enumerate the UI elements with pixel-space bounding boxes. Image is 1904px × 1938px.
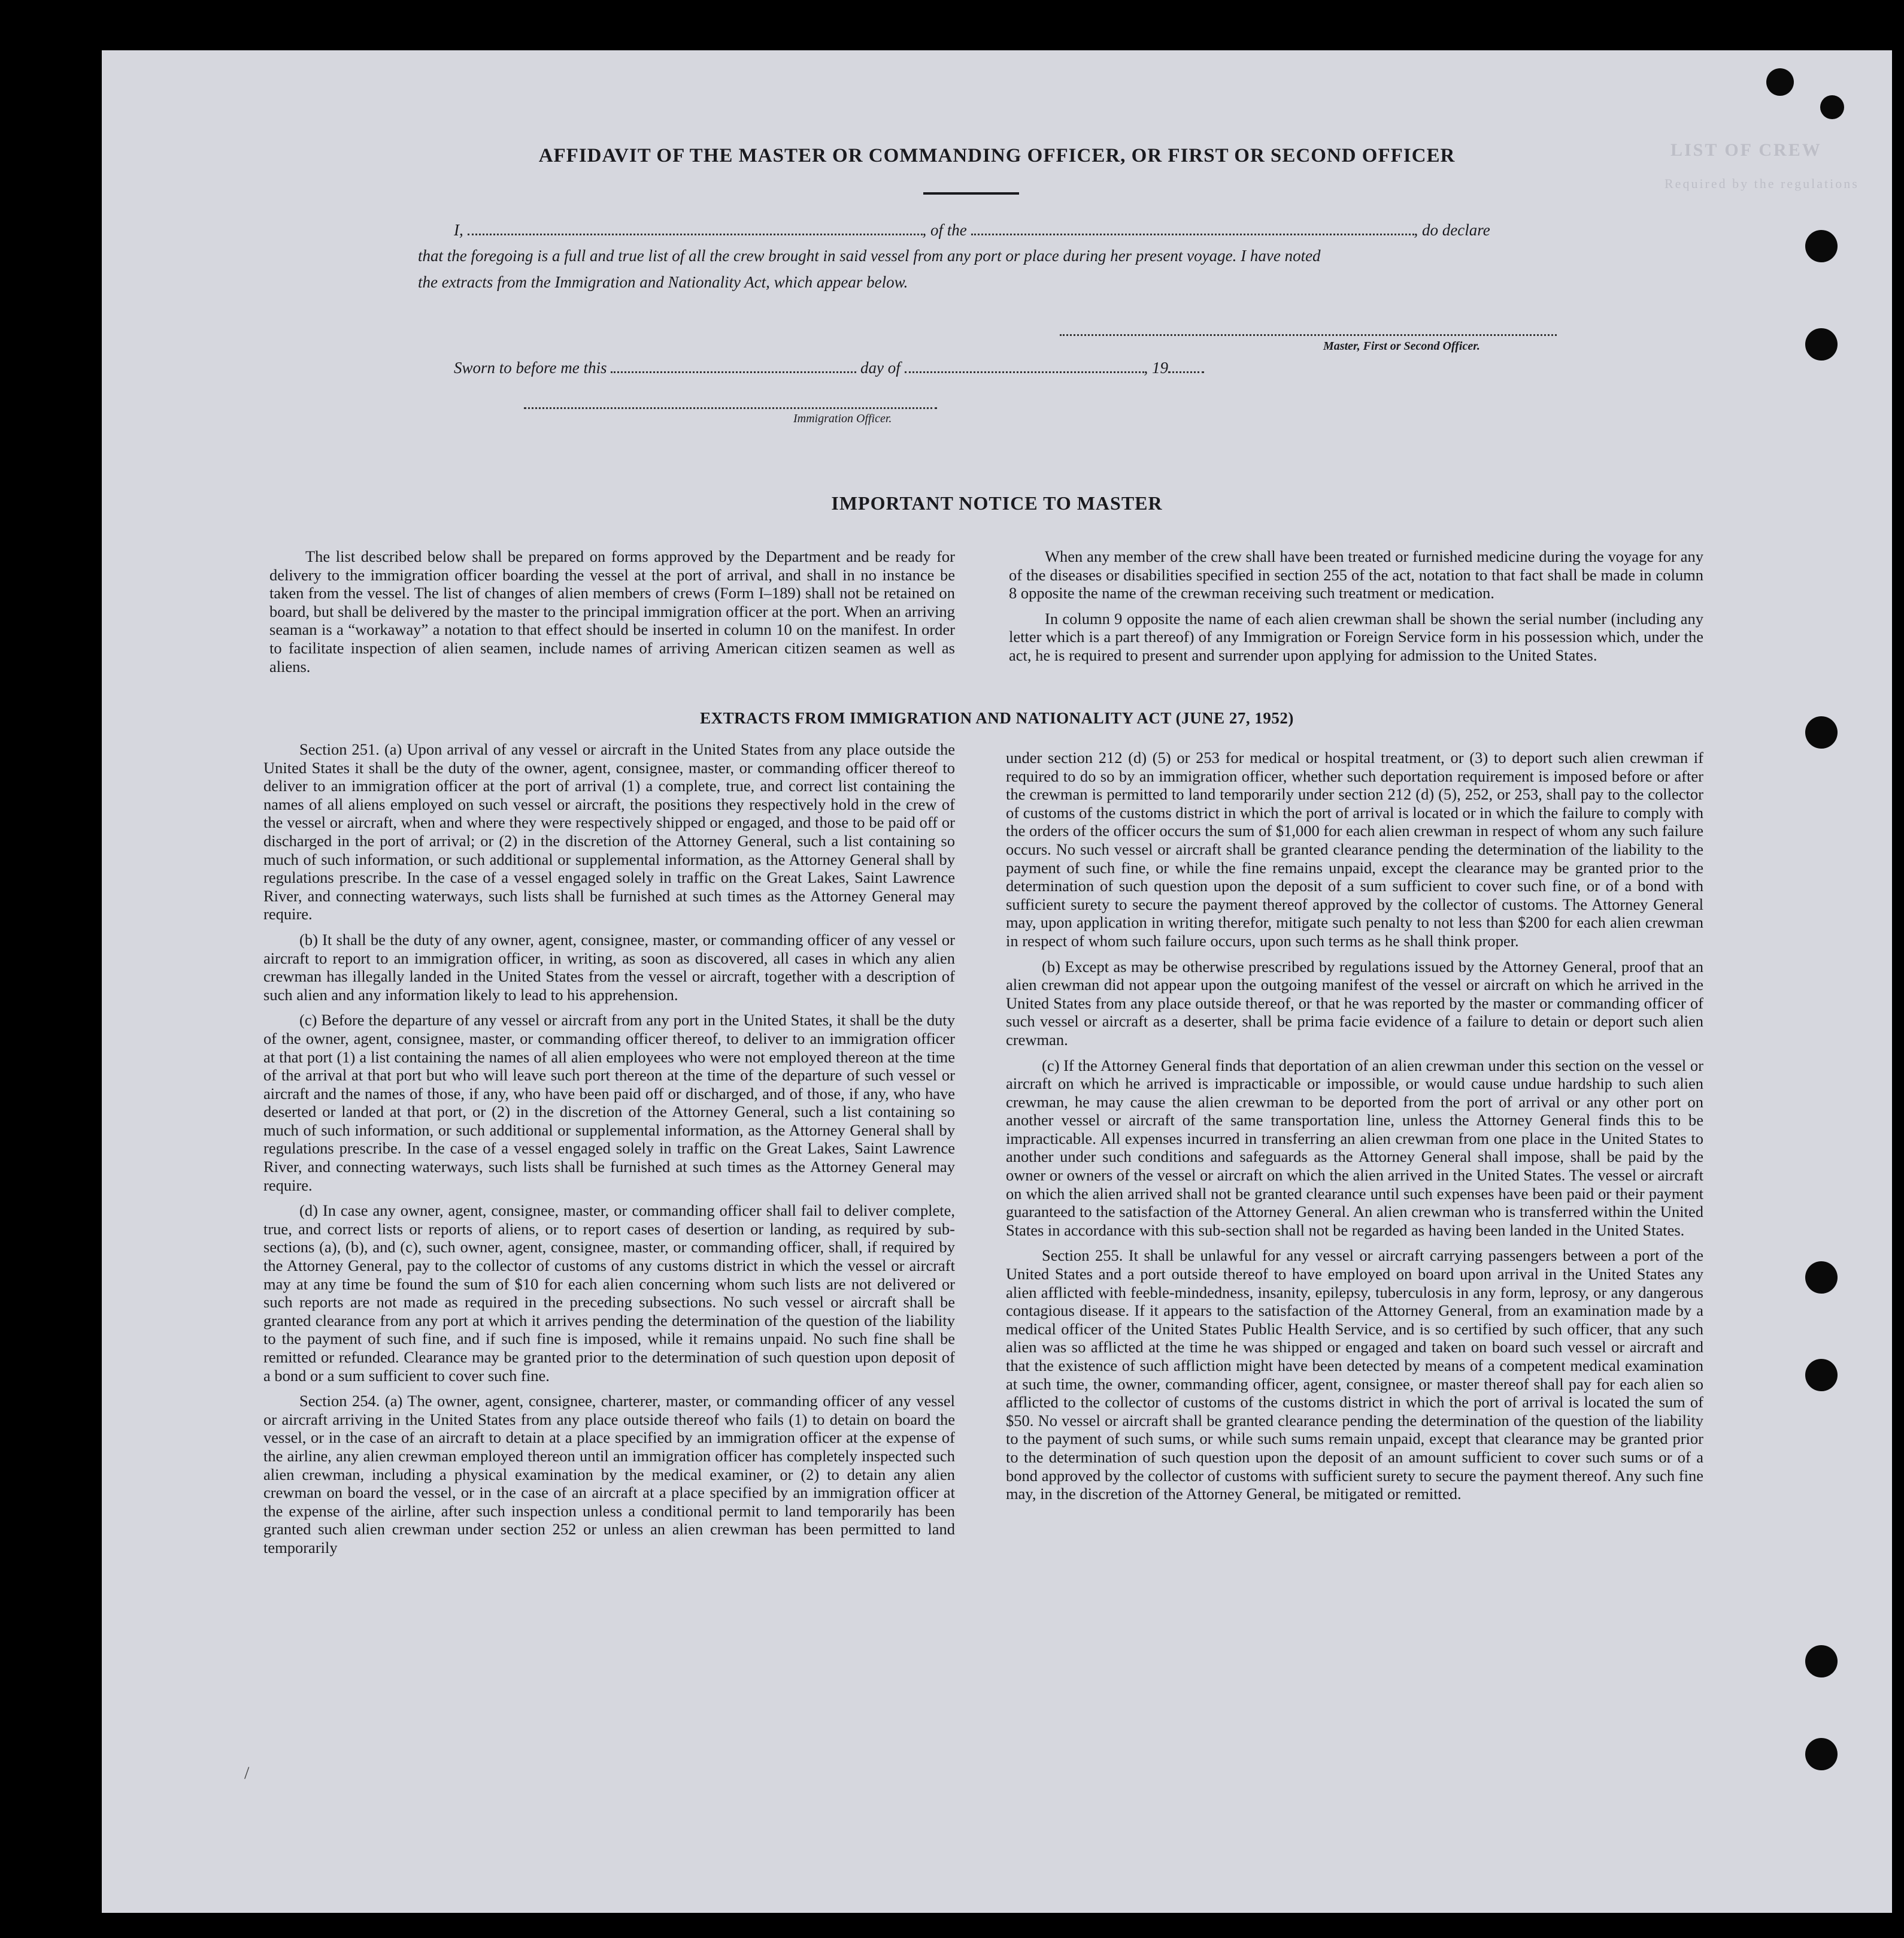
sworn-year-field[interactable] xyxy=(1168,358,1204,373)
punch-hole xyxy=(1820,95,1844,119)
notice-left-column xyxy=(269,547,955,683)
day-of-label: day of xyxy=(860,359,901,377)
notice-right-paragraph-1: When any member of the crew shall have been treated or furnished medicine during the voyage for any of the diseases or disabilities specified in section 255 of the act, notation to that fact shall be made in column 8 opposite the name of the crewman receiving such treatment or medication. xyxy=(1009,547,1703,602)
bleed-through-text: Required by the regulations xyxy=(1665,176,1859,191)
do-declare-label: , do declare xyxy=(1414,221,1490,239)
notice-left-paragraph: The list described below shall be prepared on forms approved by the Department and be ready for delivery to the immigration officer boarding the vessel at the port of arrival, and shall in no instance be taken from the vessel. The list of changes of alien members of crews (Form I–189) shall not be retained on board, but shall be delivered by the master to the principal immigration officer at the port. When an arriving seaman is a “workaway” a notation to that effect should be inserted in column 10 on the manifest. In order to facilitate inspection of alien seamen, include names of arriving American citizen seamen as well as aliens. xyxy=(269,547,955,676)
title-rule xyxy=(923,192,1019,195)
section-251b: (b) It shall be the duty of any owner, agent, consignee, master, or commanding officer of any vessel or aircraft to report to an immigration officer, in writing, as soon as discovered, all cases in which any alien crewman has illegally landed in the United States from the vessel or aircraft, together with a description of such alien and any information likely to lead to his apprehension. xyxy=(263,930,955,1004)
officer-signature-line[interactable] xyxy=(524,407,937,409)
section-255: Section 255. It shall be unlawful for any vessel or aircraft carrying passengers between a port of the United States and a port outside thereof to have employed on board upon arrival in the United States any alien afflicted with feeble-mindedness, insanity, epilepsy, tuberculosis in any form, leprosy, or any dangerous contagious disease. If it appears to the satisfaction of the Attorney General, from an examination made by a medical officer of the United States Public Health Service, and is so certified by such officer, that any such alien was so afflicted at the time he was shipped or engaged and taken on board such vessel or aircraft and that the existence of such affliction might have been detected by means of a competent medical examination at such time, the owner, commanding officer, agent, consignee, or master thereof shall pay for each alien so afflicted to the collector of customs of the customs district in which the port of arrival is located the sum of $50. No vessel or aircraft shall be granted clearance pending the determination of the question of the liability to the payment of such sums, or while such sums remain unpaid, except that clearance may be granted prior to the determination of such question upon the deposit of an amount sufficient to cover such sums or of a bond approved by the collector of customs with sufficient surety to secure the payment thereof. Any such fine may, in the discretion of the Attorney General, be mitigated or remitted. xyxy=(1006,1246,1703,1503)
sworn-day-field[interactable] xyxy=(611,358,856,373)
punch-hole xyxy=(1805,1261,1838,1294)
notice-right-paragraph-2: In column 9 opposite the name of each alien crewman shall be shown the serial number (including any letter which is a part thereof) of any Immigration or Foreign Service form in his possession which, under the act, he is required to present and surrender upon applying for admission to the United States. xyxy=(1009,609,1703,664)
vessel-field[interactable] xyxy=(971,220,1414,235)
section-251d: (d) In case any owner, agent, consignee, master, or commanding officer shall fail to deliver complete, true, and correct lists or reports of aliens, or to report cases of desertion or landing, as required by sub-sections (a), (b), and (c), such owner, agent, consignee, master, or commanding officer, shall, if required by the Attorney General, pay to the collector of customs of any customs district in which the vessel or aircraft may at any time be found the sum of $10 for each alien concerning whom such lists are not delivered or such reports are not made as required in the preceding subsections. No such vessel or aircraft shall be granted clearance from any port at which it arrives pending the determination of the question of the liability to the payment of such fine, and if such fine is imposed, while it remains unpaid. No such fine shall be remitted or refunded. Clearance may be granted prior to the determination of such question upon deposit of a bond or a sum sufficient to cover such fine. xyxy=(263,1201,955,1385)
section-254c: (c) If the Attorney General finds that deportation of an alien crewman under this section on the vessel or aircraft on which he arrived is impracticable or impossible, or would cause undue hardship to such alien crewman, he may cause the alien crewman to be deported from the port of arrival or any other port on another vessel or aircraft of the same transportation line, unless the Attorney General finds this to be impracticable. All expenses incurred in transferring an alien crewman from one place in the United States to another under such conditions and safeguards as the Attorney General shall impose, shall be paid by the owner or owners of the vessel or aircraft on which the alien arrived in the United States. The vessel or aircraft on which the alien arrived shall not be granted clearance until such expenses have been paid or their payment guaranteed to the satisfaction of the Attorney General. An alien crewman who is transferred within the United States in accordance with this sub-section shall not be regarded as having been landed in the United States. xyxy=(1006,1056,1703,1239)
form-sheet xyxy=(102,50,1892,1913)
declaration-text-2: the extracts from the Immigration and Nationality Act, which appear below. xyxy=(418,273,908,291)
declaration-text-1: that the foregoing is a full and true list of all the crew brought in said vessel from any port or place during her present voyage. I have noted xyxy=(418,247,1321,265)
affidavit-title: AFFIDAVIT OF THE MASTER OR COMMANDING OFFICER, OR FIRST OR SECOND OFFICER xyxy=(538,145,1456,166)
sworn-month-field[interactable] xyxy=(905,358,1144,373)
punch-hole xyxy=(1805,1738,1838,1770)
bleed-through-text: LIST OF CREW xyxy=(1670,140,1822,160)
section-254a-left: Section 254. (a) The owner, agent, consignee, charterer, master, or commanding officer of any vessel or aircraft arriving in the United States from any place outside thereof who fails (1) to detain on board the vessel, or in the case of an aircraft to detain at a place specified by an immigration officer at the expense of the airline, any alien crewman employed thereon until an immigration officer has completely inspected such alien crewman, including a physical examination by the medical examiner, or (2) to detain any alien crewman on board the vessel, or in the case of an aircraft at a place specified by an immigration officer at the expense of the airline, after such inspection unless a conditional permit to land temporarily has been granted such alien crewman under section 252 or unless an alien crewman has been permitted to land temporarily xyxy=(263,1392,955,1557)
notice-right-column xyxy=(1009,547,1703,672)
section-254a-right: under section 212 (d) (5) or 253 for medical or hospital treatment, or (3) to deport such alien crewman if required to do so by an immigration officer, whether such deportation requirement is imposed before or after the crewman is permitted to land temporarily under section 212 (d) (5), 252, or 253, shall pay to the collector of customs of the customs district in which the port of arrival is located or in which the failure to comply with the orders of the officer occurs the sum of $1,000 for each alien crewman in respect of whom any such failure occurs. No such vessel or aircraft shall be granted clearance pending the determination of the liability to the payment of such fine, or while the fine remains unpaid, except the clearance may be granted prior to the determination of such question upon the deposit of a sum sufficient to cover such fine, or of a bond with sufficient surety to secure the payment thereof approved by the collector of customs. The Attorney General may, upon application in writing therefor, mitigate such penalty to not less than $200 for each alien crewman in respect of whom such failure occurs, upon such terms as he shall think proper. xyxy=(1006,749,1704,950)
punch-hole xyxy=(1805,230,1838,262)
section-251a: Section 251. (a) Upon arrival of any vessel or aircraft in the United States from any place outside the United States it shall be the duty of the owner, agent, consignee, master, or commanding officer thereof to deliver to an immigration officer at the port of arrival (1) a complete, true, and correct list containing the names of all aliens employed on such vessel or aircraft, the positions they respectively hold in the crew of the vessel or aircraft, when and where they were respectively shipped or engaged, and those to be paid off or discharged in the port of arrival; or (2) in the discretion of the Attorney General, such a list containing so much of such information, or such additional or supplemental information, as the Attorney General shall by regulations prescribe. In the case of a vessel engaged solely in traffic on the Great Lakes, Saint Lawrence River, and connecting waterways, such lists shall be furnished at such times as the Attorney General may require. xyxy=(263,740,955,923)
name-field[interactable] xyxy=(468,220,923,235)
officer-label: Immigration Officer. xyxy=(793,412,892,425)
punch-hole xyxy=(1766,68,1794,96)
i-label: I, xyxy=(454,221,463,239)
section-251c: (c) Before the departure of any vessel or aircraft from any port in the United States, it shall be the duty of the owner, agent, consignee, master, or commanding officer thereof, to deliver to an immigration officer at that port (1) a list containing the names of all alien employees who were not employed thereon at the time of the arrival at that port but who will leave such port thereon at the time of the departure of such vessel or aircraft and the names of those, if any, who have been paid off or discharged, and of those, if any, who have deserted or landed at that port, or (2) in the discretion of the Attorney General, such a list containing so much of such information, or such additional or supplemental information, as the Attorney General shall by regulations prescribe. In the case of a vessel engaged solely in traffic on the Great Lakes, Saint Lawrence River, and connecting waterways, such lists shall be furnished at such times as the Attorney General may require. xyxy=(263,1011,955,1194)
punch-hole xyxy=(1805,1645,1838,1677)
sworn-label: Sworn to before me this xyxy=(454,359,607,377)
sworn-line xyxy=(454,358,1204,377)
pen-mark: / xyxy=(244,1763,250,1783)
section-254b: (b) Except as may be otherwise prescribed by regulations issued by the Attorney General, proof that an alien crewman did not appear upon the outgoing manifest of the vessel or aircraft on which he arrived in the United States from any place outside thereof, or that he was reported by the master or commanding officer of such vessel or aircraft as a deserter, shall be prima facie evidence of a failure to detain or deport such alien crewman. xyxy=(1006,957,1703,1049)
notice-title: IMPORTANT NOTICE TO MASTER xyxy=(831,492,1163,514)
of-the-label: , of the xyxy=(922,221,967,239)
extracts-title: EXTRACTS FROM IMMIGRATION AND NATIONALITY ACT (JUNE 27, 1952) xyxy=(700,709,1294,727)
extracts-left-column xyxy=(263,740,955,1564)
extracts-right-column xyxy=(1006,749,1703,1510)
year-label: , 19 xyxy=(1144,359,1168,377)
punch-hole xyxy=(1805,328,1838,361)
master-signature-line[interactable] xyxy=(1060,334,1557,336)
master-label: Master, First or Second Officer. xyxy=(1323,340,1480,353)
punch-hole xyxy=(1805,1359,1838,1391)
declaration-fill-line xyxy=(454,220,1490,240)
